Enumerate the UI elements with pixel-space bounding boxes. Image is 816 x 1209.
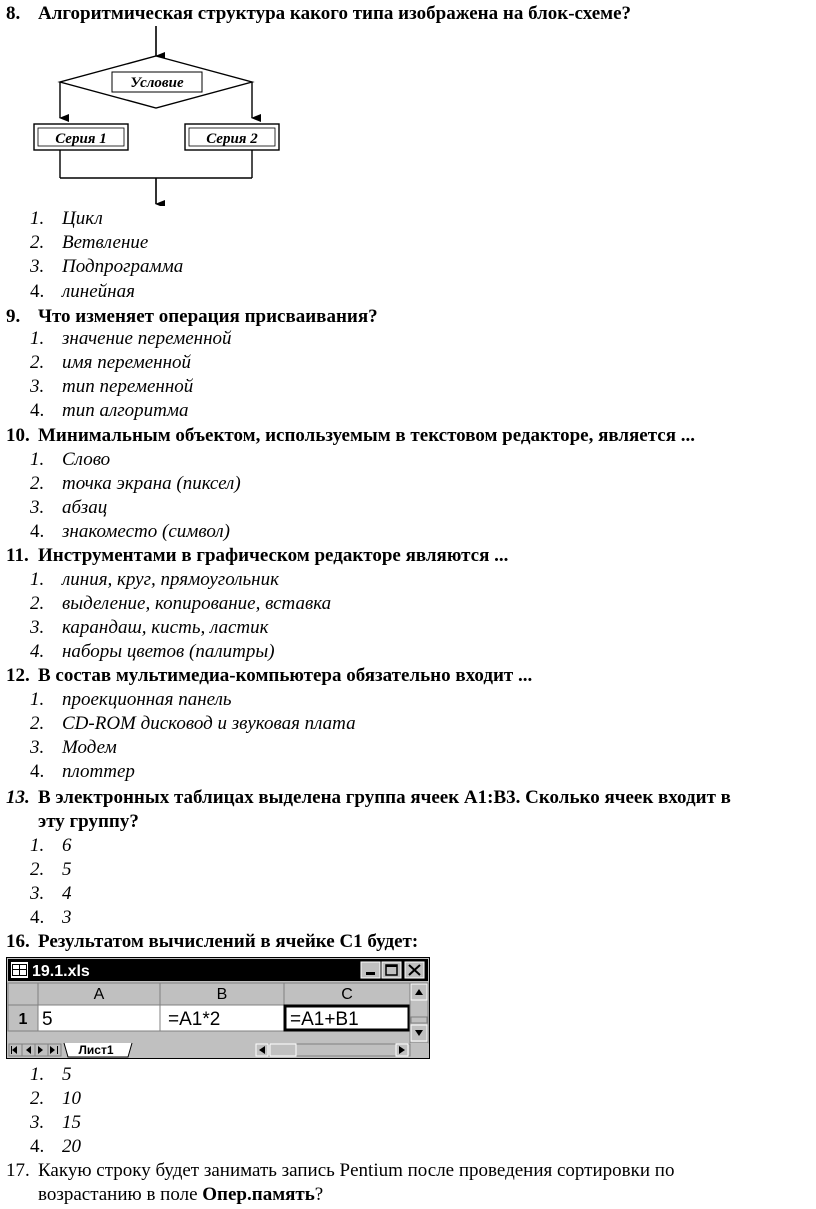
question-number: 8. <box>6 3 21 24</box>
question-number: 13. <box>6 787 30 808</box>
horizontal-scrollbar[interactable] <box>256 1044 410 1056</box>
question-17-continued: возрастанию в поле Опер.память? <box>38 1184 324 1205</box>
answer-13-2: 2. 5 <box>30 859 72 880</box>
field-name: Опер.память <box>202 1184 315 1205</box>
answer-10-1: 1. Слово <box>30 449 111 470</box>
sheet-nav-buttons[interactable] <box>9 1044 61 1056</box>
answer-13-4: 4. 3 <box>30 907 72 928</box>
series-2-label: Серия 2 <box>206 131 258 147</box>
condition-label: Условие <box>130 75 184 91</box>
answer-8-3: 3. Подпрограмма <box>30 256 184 277</box>
answer-16-2: 2. 10 <box>30 1088 81 1109</box>
window-title: 19.1.xls <box>32 963 90 980</box>
answer-9-2: 2. имя переменной <box>30 352 192 373</box>
answer-9-1: 1. значение переменной <box>30 328 232 349</box>
svg-text:1: 1 <box>18 1011 28 1028</box>
answer-8-2: 2. Ветвление <box>30 232 149 253</box>
svg-text:B: B <box>216 986 228 1003</box>
question-text: В состав мультимедиа-компьютера обязательно входит ... <box>38 665 533 686</box>
question-text: В электронных таблицах выделена группа ячеек А1:В3. Сколько ячеек входит в <box>38 787 731 808</box>
svg-text:C: C <box>341 986 353 1003</box>
answer-11-2: 2. выделение, копирование, вставка <box>30 593 332 614</box>
question-number: 16. <box>6 931 30 952</box>
question-13-continued <box>38 811 139 833</box>
answer-13-1: 1. 6 <box>30 835 72 856</box>
question-number: 9. <box>6 306 21 327</box>
answer-10-2: 2. точка экрана (пиксел) <box>30 473 241 494</box>
minimize-button[interactable] <box>361 962 380 978</box>
answer-9-4: 4. тип алгоритма <box>30 400 189 421</box>
question-number: 10. <box>6 425 30 446</box>
svg-text:A: A <box>93 986 105 1003</box>
question-number: 11. <box>6 545 29 566</box>
maximize-button[interactable] <box>382 962 401 978</box>
question-text: Результатом вычислений в ячейке С1 будет: <box>38 931 419 952</box>
question-16 <box>6 931 418 953</box>
answer-10-4: 4. знакоместо (символ) <box>30 521 231 542</box>
question-10 <box>6 425 695 447</box>
answer-8-1: 1. Цикл <box>30 208 103 229</box>
spreadsheet-window <box>6 957 430 1059</box>
answer-12-1: 1. проекционная панель <box>30 689 232 710</box>
question-text: Минимальным объектом, используемым в текстовом редакторе, является ... <box>38 425 696 446</box>
select-all-corner <box>8 983 38 1005</box>
answer-12-2: 2. CD-ROM дисковод и звуковая плата <box>30 713 356 734</box>
svg-text:Лист1: Лист1 <box>78 1043 114 1057</box>
cell-a1 <box>38 1005 160 1031</box>
answer-16-3: 3. 15 <box>30 1112 81 1133</box>
answer-8-4: 4. линейная <box>30 281 135 302</box>
question-text: Алгоритмическая структура какого типа изображена на блок-схеме? <box>38 3 632 24</box>
question-11 <box>6 545 508 567</box>
series-1-label: Серия 1 <box>55 131 107 147</box>
question-text: Инструментами в графическом редакторе являются ... <box>38 545 509 566</box>
answer-9-3: 3. тип переменной <box>30 376 194 397</box>
vertical-scrollbar[interactable] <box>410 983 428 1043</box>
question-number: 17. <box>6 1160 30 1181</box>
question-8 <box>6 3 631 25</box>
question-13 <box>6 787 731 809</box>
sheet-tab-1[interactable] <box>64 1043 132 1057</box>
answer-12-3: 3. Модем <box>30 737 117 758</box>
question-number: 12. <box>6 665 30 686</box>
question-text: Какую строку будет занимать запись Pentium после проведения сортировки по <box>38 1160 675 1181</box>
svg-text:=A1+B1: =A1+B1 <box>290 1009 359 1030</box>
svg-text:5: 5 <box>42 1009 53 1030</box>
question-17 <box>6 1160 674 1182</box>
flowchart-diagram <box>30 26 300 206</box>
svg-text:=A1*2: =A1*2 <box>168 1009 221 1030</box>
answer-16-4: 4. 20 <box>30 1136 81 1157</box>
answer-13-3: 3. 4 <box>30 883 72 904</box>
answer-11-4: 4. наборы цветов (палитры) <box>30 641 275 662</box>
excel-icon <box>11 962 28 978</box>
close-button[interactable] <box>405 962 424 978</box>
question-12 <box>6 665 532 687</box>
answer-10-3: 3. абзац <box>30 497 108 518</box>
question-text: эту группу? <box>38 811 139 832</box>
answer-16-1: 1. 5 <box>30 1064 72 1085</box>
answer-11-1: 1. линия, круг, прямоугольник <box>30 569 279 590</box>
answer-11-3: 3. карандаш, кисть, ластик <box>30 617 269 638</box>
question-text: Что изменяет операция присваивания? <box>38 306 378 327</box>
question-9 <box>6 306 378 328</box>
answer-12-4: 4. плоттер <box>30 761 135 782</box>
